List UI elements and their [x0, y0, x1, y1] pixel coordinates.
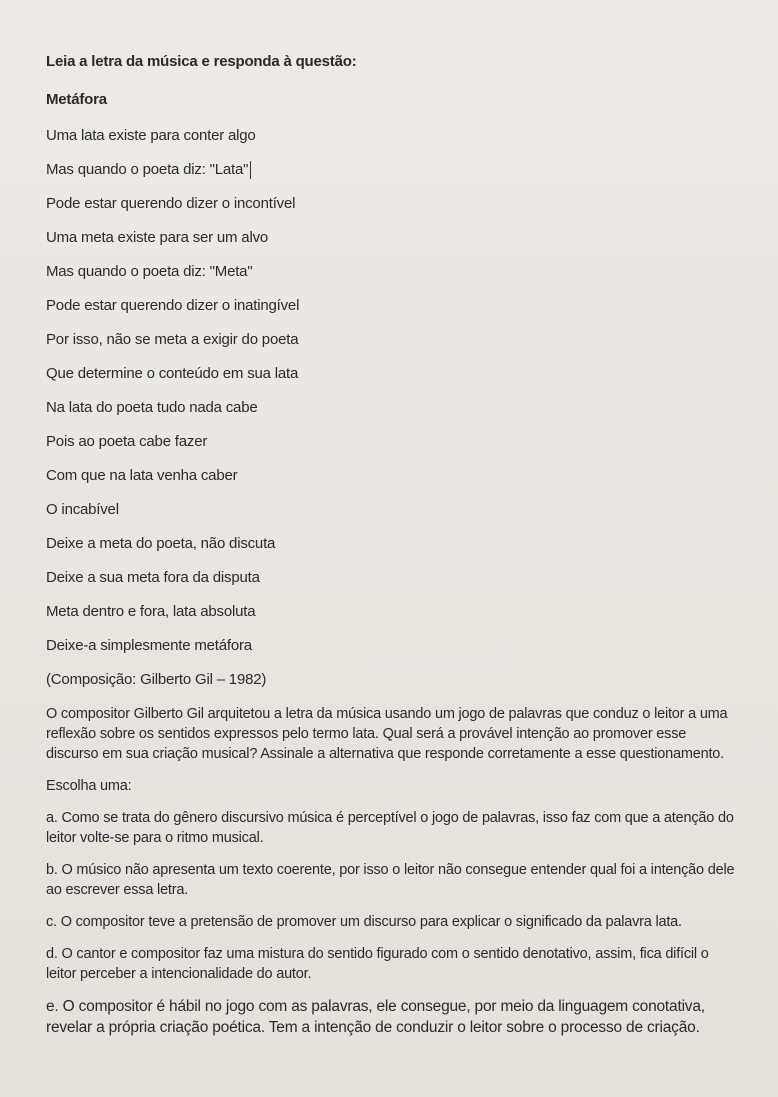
document-content: [46, 52, 746, 1050]
poem-verse: Pois ao poeta cabe fazer: [46, 433, 208, 450]
poem-verse: Na lata do poeta tudo nada cabe: [46, 399, 258, 416]
poem-title: Metáfora: [46, 91, 107, 108]
poem-verse: [46, 160, 746, 180]
poem-verse: Com que na lata venha caber: [46, 467, 238, 484]
poem-verse: Pode estar querendo dizer o inatingível: [46, 297, 300, 314]
poem-credit: (Composição: Gilberto Gil – 1982): [46, 671, 267, 688]
poem-verse: O incabível: [46, 501, 119, 518]
poem-verse: Uma meta existe para ser um alvo: [46, 229, 269, 246]
poem-verse: Que determine o conteúdo em sua lata: [46, 365, 299, 382]
poem-verse-text: Mas quando o poeta diz: "Lata": [46, 161, 249, 178]
poem-verse: Meta dentro e fora, lata absoluta: [46, 603, 256, 620]
question-prompt: O compositor Gilberto Gil arquitetou a letra da música usando um jogo de palavras que conduz o leitor a uma reflexão sobre os sentidos expressos pelo termo lata. Qual será a provável intenção ao promover esse discurso em sua criação musical? Assinale a alternativa que responde corretamente a esse questionamento.: [46, 706, 728, 762]
poem-verse: Deixe a meta do poeta, não discuta: [46, 535, 276, 552]
choose-label: Escolha uma:: [46, 778, 132, 794]
instruction-text: Leia a letra da música e responda à questão:: [46, 53, 357, 70]
option-b[interactable]: b. O músico não apresenta um texto coerente, por isso o leitor não consegue entender qual foi a intenção dele ao escrever essa letra.: [46, 862, 735, 898]
poem-verse: Deixe-a simplesmente metáfora: [46, 637, 252, 654]
answer-options: [46, 808, 746, 1038]
option-e[interactable]: e. O compositor é hábil no jogo com as palavras, ele consegue, por meio da linguagem conotativa, revelar a própria criação poética. Tem a intenção de conduzir o leitor sobre o processo de criação.: [46, 998, 705, 1036]
poem-verse: Uma lata existe para conter algo: [46, 127, 256, 144]
poem-verse: Mas quando o poeta diz: "Meta": [46, 263, 253, 280]
poem-verse: Por isso, não se meta a exigir do poeta: [46, 331, 299, 348]
poem-verse: Deixe a sua meta fora da disputa: [46, 569, 260, 586]
poem-verse: Pode estar querendo dizer o incontível: [46, 195, 296, 212]
poem-verses: [46, 126, 746, 656]
text-cursor: [250, 161, 251, 179]
option-a[interactable]: a. Como se trata do gênero discursivo música é perceptível o jogo de palavras, isso faz com que a atenção do leitor volte-se para o ritmo musical.: [46, 810, 734, 846]
option-c[interactable]: c. O compositor teve a pretensão de promover um discurso para explicar o significado da palavra lata.: [46, 914, 682, 930]
option-d[interactable]: d. O cantor e compositor faz uma mistura do sentido figurado com o sentido denotativo, assim, fica difícil o leitor perceber a intencionalidade do autor.: [46, 946, 709, 982]
